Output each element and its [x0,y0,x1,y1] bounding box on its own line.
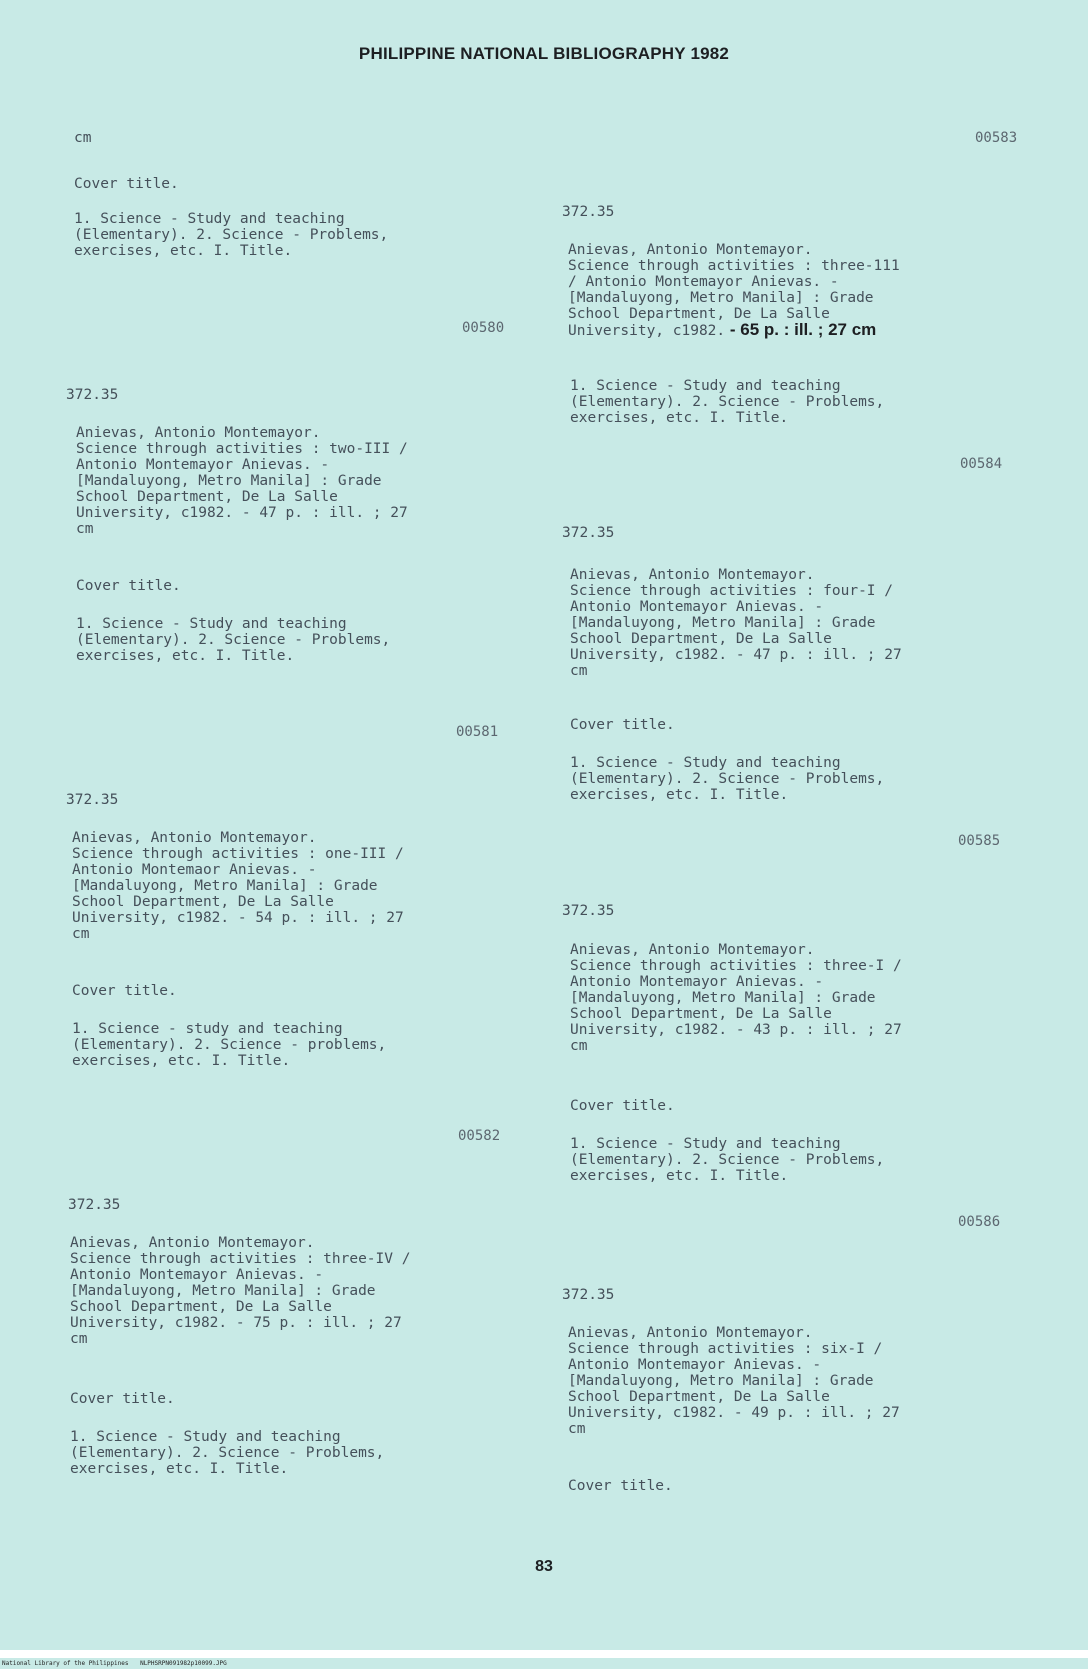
cover-note-block [570,1098,675,1114]
entry-line: [Mandaluyong, Metro Manila] : Grade [70,1283,376,1299]
entry-line: University, c1982. - 75 p. : ill. ; 27 [70,1315,402,1331]
subject-line: (Elementary). 2. Science - Problems, [570,1152,885,1168]
left-top-fragment [74,130,91,146]
entry-line: Anievas, Antonio Montemayor. [570,567,815,583]
subjects-block [70,1429,384,1477]
entry-line: [Mandaluyong, Metro Manila] : Grade [570,615,876,631]
subject-line: exercises, etc. I. Title. [72,1053,291,1069]
entry-line: Science through activities : six-I / [568,1341,883,1357]
entry-line: Anievas, Antonio Montemayor. [568,1325,813,1341]
call-number: 372.35 [68,1197,121,1213]
cover-note: Cover title. [70,1391,175,1407]
entry-line: Anievas, Antonio Montemayor. [72,830,317,846]
record-number: 00582 [458,1128,501,1144]
entry-line: School Department, De La Salle [568,1389,830,1405]
pub-bold-text: - 65 p. : ill. ; 27 cm [725,320,877,339]
subjects-block [570,1136,884,1184]
record-number: 00583 [975,130,1018,146]
call-number: 372.35 [66,387,119,403]
subject-line: exercises, etc. I. Title. [570,787,789,803]
entry-body [570,567,902,679]
subject-line: (Elementary). 2. Science - Problems, [570,771,885,787]
subject-line: 1. Science - Study and teaching [570,1136,841,1152]
entry-line: School Department, De La Salle [72,894,334,910]
subjects-block [570,755,884,803]
entry-line: Antonio Montemayor Anievas. - [570,974,824,990]
record-number: 00584 [960,456,1003,472]
entry-line: Science through activities : three-IV / [70,1251,411,1267]
entry-line: Science through activities : two-III / [76,441,408,457]
entry-line: Antonio Montemayor Anievas. - [570,599,824,615]
entry-line: [Mandaluyong, Metro Manila] : Grade [568,1373,874,1389]
entry-line: cm [570,1038,588,1054]
entry-line: University, c1982. - 49 p. : ill. ; 27 [568,1405,900,1421]
entry-line: Antonio Montemaor Anievas. - [72,862,317,878]
subjects-block [76,616,390,664]
subject-line: 1. Science - Study and teaching [70,1429,341,1445]
subjects-block [72,1021,386,1069]
entry-line: Science through activities : four-I / [570,583,894,599]
entry-line: cm [74,130,92,146]
page-header: PHILIPPINE NATIONAL BIBLIOGRAPHY 1982 [358,44,730,63]
subject-line: exercises, etc. I. Title. [70,1461,289,1477]
call-number: 372.35 [66,792,119,808]
entry-line: University, c1982. - 43 p. : ill. ; 27 [570,1022,902,1038]
entry-line: cm [70,1331,88,1347]
entry-line: Anievas, Antonio Montemayor. [568,242,813,258]
subject-line: 1. Science - study and teaching [72,1021,343,1037]
entry-line: cm [568,1421,586,1437]
entry-line: [Mandaluyong, Metro Manila] : Grade [72,878,378,894]
entry-line: School Department, De La Salle [568,306,830,322]
cover-note: Cover title. [570,1098,675,1114]
entry-line: University, c1982. - 47 p. : ill. ; 27 [76,505,408,521]
subject-line: (Elementary). 2. Science - Problems, [70,1445,385,1461]
subject-line: exercises, etc. I. Title. [76,648,295,664]
entry-line: Antonio Montemayor Anievas. - [568,1357,822,1373]
subject-line: 1. Science - Study and teaching [570,378,841,394]
pub-text: University, c1982. [568,323,726,339]
left-top-subjects [74,211,388,259]
call-number: 372.35 [562,1287,615,1303]
cover-note-block [570,717,675,733]
entry-line: [Mandaluyong, Metro Manila] : Grade [570,990,876,1006]
call-number: 372.35 [562,525,615,541]
entry-line: Science through activities : three-111 [568,258,900,274]
entry-line: Anievas, Antonio Montemayor. [70,1235,315,1251]
entry-line: School Department, De La Salle [76,489,338,505]
entry-body [76,425,408,537]
cover-note-block [72,983,177,999]
entry-body [568,242,900,339]
call-number: 372.35 [562,903,615,919]
record-number: 00580 [462,320,505,336]
subject-line: 1. Science - Study and teaching [76,616,347,632]
footer-library: National Library of the Philippines [2,1660,129,1667]
entry-line: [Mandaluyong, Metro Manila] : Grade [76,473,382,489]
entry-line: Anievas, Antonio Montemayor. [570,942,815,958]
entry-line: University, c1982. - 54 p. : ill. ; 27 [72,910,404,926]
cover-note-block [76,578,181,594]
subject-line: exercises, etc. I. Title. [570,1168,789,1184]
subject-line: (Elementary). 2. Science - Problems, [76,632,391,648]
call-number: 372.35 [562,204,615,220]
entry-line: Science through activities : three-I / [570,958,902,974]
entry-body [570,942,902,1054]
entry-line: University, c1982. - 47 p. : ill. ; 27 [570,647,902,663]
record-number: 00581 [456,724,499,740]
scan-footer [0,1650,1088,1667]
entry-line: School Department, De La Salle [570,631,832,647]
subject-line: 1. Science - Study and teaching [74,211,345,227]
entry-body [70,1235,410,1347]
cover-note: Cover title. [568,1478,673,1494]
cover-note: Cover title. [570,717,675,733]
subject-line: exercises, etc. I. Title. [570,410,789,426]
cover-note-block [568,1478,673,1494]
left-top-note [74,176,179,192]
subject-line: (Elementary). 2. Science - Problems, [570,394,885,410]
entry-line: Antonio Montemayor Anievas. - [76,457,330,473]
subject-line: exercises, etc. I. Title. [74,243,293,259]
subjects-block [570,378,884,426]
cover-note-block [70,1391,175,1407]
entry-line: Anievas, Antonio Montemayor. [76,425,321,441]
record-number: 00586 [958,1214,1001,1230]
entry-line: cm [76,521,94,537]
subject-line: (Elementary). 2. Science - problems, [72,1037,387,1053]
entry-body [72,830,404,942]
cover-note: Cover title. [72,983,177,999]
cover-note: Cover title. [74,176,179,192]
publication-line [568,322,900,339]
record-number: 00585 [958,833,1001,849]
entry-line: Science through activities : one-III / [72,846,404,862]
entry-body [568,1325,900,1437]
subject-line: 1. Science - Study and teaching [570,755,841,771]
entry-line: / Antonio Montemayor Anievas. - [568,274,839,290]
entry-line: cm [570,663,588,679]
subject-line: (Elementary). 2. Science - Problems, [74,227,389,243]
entry-line: School Department, De La Salle [70,1299,332,1315]
page-number: 83 [535,1558,553,1575]
cover-note: Cover title. [76,578,181,594]
entry-line: School Department, De La Salle [570,1006,832,1022]
entry-line: cm [72,926,90,942]
entry-line: Antonio Montemayor Anievas. - [70,1267,324,1283]
footer-file: NLPHSRPN091982p10099.JPG [140,1660,227,1667]
entry-line: [Mandaluyong, Metro Manila] : Grade [568,290,874,306]
